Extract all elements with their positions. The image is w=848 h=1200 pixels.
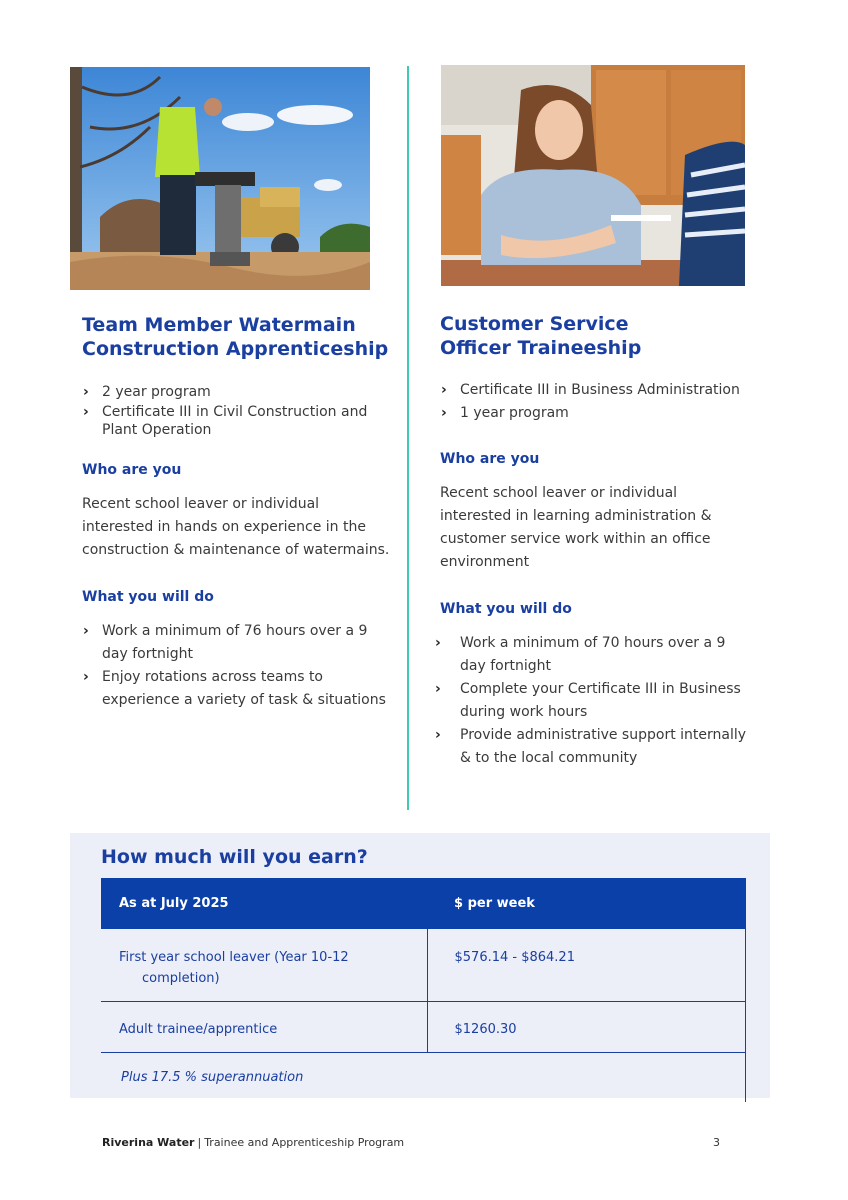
customer-service-photo [441,65,745,286]
traineeship-column [435,312,760,770]
list-item: › 2 year program [83,384,211,400]
traineeship-title: Customer Service Officer Traineeship [440,313,642,359]
who-are-you-text: Recent school leaver or individual interested in learning administration & customer service work within an office environment [440,485,712,570]
chevron-right-icon: › [441,405,447,421]
table-row [101,1001,746,1052]
chevron-right-icon: › [83,404,89,420]
header-per-week: $ per week [427,878,746,929]
chevron-right-icon: › [83,669,89,685]
table-edge-line [745,1052,746,1102]
page-number: 3 [713,1136,720,1149]
page-footer [102,1136,404,1149]
construction-worker-photo [70,67,370,290]
list-item: › Work a minimum of 70 hours over a 9 day fortnight [434,632,749,678]
pay-row-value: $576.14 - $864.21 [427,929,746,1001]
superannuation-note: Plus 17.5 % superannuation [121,1070,304,1085]
what-you-will-do-heading: What you will do [82,589,214,605]
pay-row-value: $1260.30 [427,1001,746,1052]
table-header-row [101,878,746,929]
header-as-at-date: As at July 2025 [101,878,427,929]
list-item: › Complete your Certificate III in Business during work hours [434,678,749,724]
pay-row-label: First year school leaver (Year 10-12 completion) [101,929,427,1001]
apprenticeship-duties [82,620,387,712]
footer-brand: Riverina Water [102,1136,195,1149]
list-item: › Certificate III in Civil Construction and Plant Operation [83,404,368,438]
chevron-right-icon: › [435,681,441,697]
traineeship-duties [434,632,749,770]
chevron-right-icon: › [435,635,441,651]
who-are-you-heading: Who are you [440,451,540,467]
list-item: › Certificate III in Business Administration [441,382,740,398]
who-are-you-heading: Who are you [82,462,182,478]
apprenticeship-bullets [82,383,402,439]
pay-rates-table [101,878,746,1053]
apprenticeship-column [82,313,402,712]
earnings-title: How much will you earn? [101,846,368,868]
table-row [101,929,746,1001]
list-item: › Provide administrative support internally & to the local community [434,724,749,770]
footer-subtitle: Trainee and Apprenticeship Program [204,1136,405,1149]
who-are-you-text: Recent school leaver or individual interested in hands on experience in the construction & maintenance of watermains. [82,496,390,558]
column-divider [407,66,409,810]
footer-separator: | [197,1136,202,1149]
chevron-right-icon: › [441,382,447,398]
list-item: › Work a minimum of 76 hours over a 9 day fortnight [82,620,387,666]
chevron-right-icon: › [83,623,89,639]
traineeship-bullets [440,381,760,422]
chevron-right-icon: › [435,727,441,743]
apprenticeship-title: Team Member Watermain Construction Apprenticeship [82,314,389,360]
list-item: › 1 year program [441,405,569,421]
what-you-will-do-heading: What you will do [440,601,572,617]
chevron-right-icon: › [83,384,89,400]
list-item: › Enjoy rotations across teams to experience a variety of task & situations [82,666,387,712]
pay-row-label: Adult trainee/apprentice [101,1001,427,1052]
